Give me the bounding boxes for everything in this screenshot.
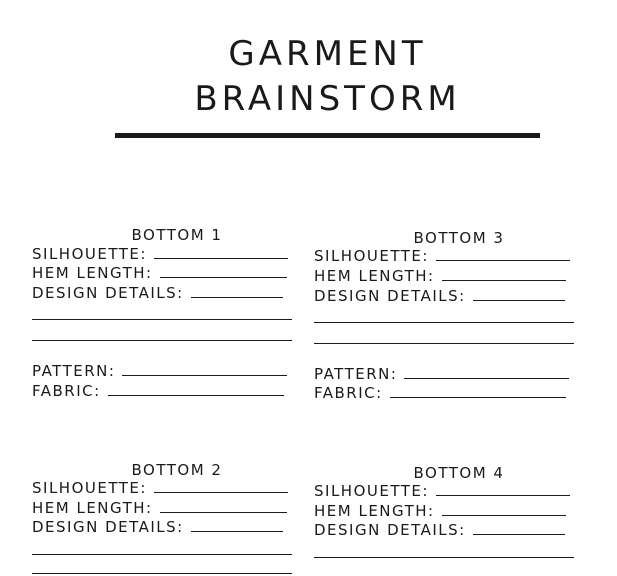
pattern-blank bbox=[122, 362, 287, 376]
pattern-row bbox=[314, 365, 569, 384]
fabric-blank bbox=[390, 384, 566, 398]
silhouette-label: SILHOUETTE: bbox=[32, 479, 147, 497]
silhouette-label: SILHOUETTE: bbox=[314, 482, 429, 500]
design-details-blank bbox=[191, 518, 283, 532]
silhouette-blank bbox=[436, 482, 570, 496]
notes-line bbox=[314, 322, 574, 323]
notes-line bbox=[32, 340, 292, 341]
page-title-line-1: GARMENT bbox=[228, 34, 427, 74]
design-details-label: DESIGN DETAILS: bbox=[314, 287, 466, 305]
silhouette-label: SILHOUETTE: bbox=[314, 247, 429, 265]
silhouette-blank bbox=[436, 247, 570, 261]
bottom-1-heading: BOTTOM 1 bbox=[131, 226, 223, 244]
hem-length-row bbox=[32, 264, 287, 283]
design-details-blank bbox=[473, 287, 565, 301]
pattern-row bbox=[32, 362, 287, 381]
hem-length-row bbox=[314, 267, 566, 286]
page-title-line-2: BRAINSTORM bbox=[194, 79, 461, 119]
silhouette-row bbox=[32, 479, 288, 498]
title-divider bbox=[115, 133, 540, 138]
bottom-2-section bbox=[32, 461, 322, 576]
silhouette-row bbox=[314, 482, 570, 501]
pattern-label: PATTERN: bbox=[314, 365, 398, 383]
design-details-blank bbox=[191, 284, 283, 298]
fabric-label: FABRIC: bbox=[32, 382, 101, 400]
hem-length-label: HEM LENGTH: bbox=[32, 499, 153, 517]
hem-length-row bbox=[314, 502, 566, 521]
bottom-3-heading: BOTTOM 3 bbox=[413, 229, 505, 247]
design-details-row bbox=[32, 284, 283, 303]
bottom-1-section bbox=[32, 226, 322, 406]
fabric-blank bbox=[108, 382, 284, 396]
fabric-row bbox=[32, 382, 284, 401]
silhouette-blank bbox=[154, 479, 288, 493]
hem-length-blank bbox=[442, 502, 566, 516]
design-details-row bbox=[314, 287, 565, 306]
pattern-label: PATTERN: bbox=[32, 362, 116, 380]
design-details-row bbox=[314, 521, 565, 540]
silhouette-row bbox=[314, 247, 570, 266]
design-details-row bbox=[32, 518, 283, 537]
bottom-4-heading: BOTTOM 4 bbox=[413, 464, 505, 482]
hem-length-row bbox=[32, 499, 287, 518]
notes-line bbox=[314, 343, 574, 344]
silhouette-row bbox=[32, 245, 288, 264]
design-details-blank bbox=[473, 521, 565, 535]
notes-line bbox=[32, 573, 292, 574]
hem-length-blank bbox=[160, 499, 287, 513]
notes-line bbox=[314, 557, 574, 558]
notes-line bbox=[32, 319, 292, 320]
hem-length-blank bbox=[160, 264, 287, 278]
bottom-3-section bbox=[314, 229, 604, 409]
hem-length-blank bbox=[442, 267, 566, 281]
hem-length-label: HEM LENGTH: bbox=[314, 267, 435, 285]
design-details-label: DESIGN DETAILS: bbox=[32, 518, 184, 536]
silhouette-label: SILHOUETTE: bbox=[32, 245, 147, 263]
silhouette-blank bbox=[154, 245, 288, 259]
notes-line bbox=[32, 554, 292, 555]
design-details-label: DESIGN DETAILS: bbox=[314, 521, 466, 539]
bottom-2-heading: BOTTOM 2 bbox=[131, 461, 223, 479]
fabric-label: FABRIC: bbox=[314, 384, 383, 402]
hem-length-label: HEM LENGTH: bbox=[32, 264, 153, 282]
hem-length-label: HEM LENGTH: bbox=[314, 502, 435, 520]
design-details-label: DESIGN DETAILS: bbox=[32, 284, 184, 302]
pattern-blank bbox=[404, 365, 569, 379]
fabric-row bbox=[314, 384, 566, 403]
bottom-4-section bbox=[314, 464, 604, 576]
